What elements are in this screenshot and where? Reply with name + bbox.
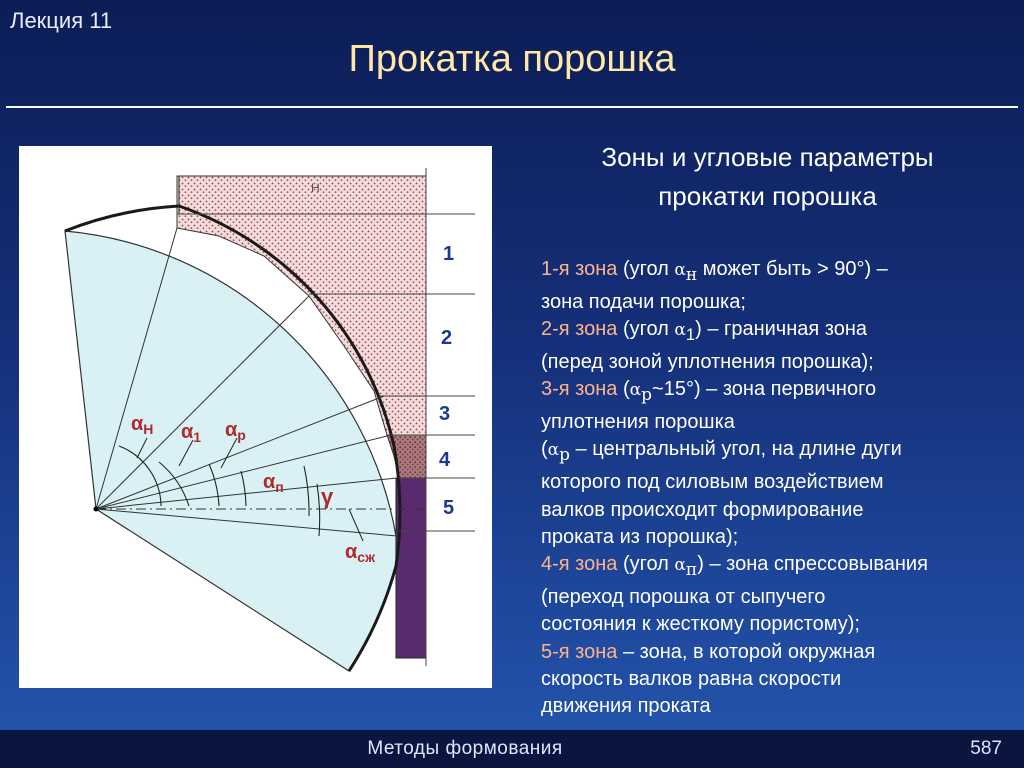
zone1-line: 1-я зона (угол $\alpha_н$ может быть > 90°) –: [541, 258, 888, 285]
roll-center: [94, 507, 99, 512]
zones-description: [541, 256, 1016, 720]
svg-text:αп: $\alpha_п$: [263, 471, 284, 495]
zone3-line: 3-я зона $(\alpha_р\sim 15^\circ)$ – зона первичного: [541, 377, 877, 405]
diagram-svg: [19, 146, 492, 688]
zone-number-4: 4: [439, 449, 451, 471]
svg-text:αр: $\alpha_р$: [225, 419, 246, 443]
slide-title: Прокатка порошка: [348, 38, 676, 80]
zone2-line: 2-я зона (угол $\alpha_1$) – граничная зона: [541, 318, 868, 345]
zone3-note-d: проката из порошка);: [541, 525, 739, 548]
svg-text:αH: $\alpha_H$: [131, 413, 154, 437]
svg-text:α1: $\alpha_1$: [181, 421, 202, 445]
zone4-line: 4-я зона (угол $\alpha_п$) – зона спрессовывания: [541, 553, 928, 581]
zone5-line: 5-я зона – зона, в которой окружная: [541, 640, 876, 663]
panel-subtitle: [520, 138, 1015, 216]
zone-number-3: 3: [439, 403, 451, 425]
subtitle-line-1: Зоны и угловые параметры: [601, 142, 934, 172]
page-number: 587: [970, 738, 1002, 759]
height-label: H: [311, 181, 320, 195]
zone-number-5: 5: [443, 497, 455, 519]
lecture-label: Лекция 11: [10, 8, 113, 33]
zone1-cont: зона подачи порошка;: [541, 291, 746, 314]
zone3-cont: уплотнения порошка: [541, 411, 735, 434]
rolling-zones-diagram: [19, 146, 492, 688]
zone4-cont-b: состояния к жесткому пористому);: [541, 613, 860, 636]
zone5-cont: скорость валков равна скорости: [541, 667, 842, 690]
footer-course-title: Методы формования: [367, 738, 563, 759]
zone5-cont-b: движения проката: [541, 695, 711, 718]
zone4-cont: (переход порошка от сыпучего: [541, 586, 826, 609]
zone3-note: ($\alpha_р$ – центральный угол, на длине дуги: [541, 438, 902, 466]
zone-number-2: 2: [441, 327, 453, 349]
subtitle-line-2: прокатки порошка: [658, 181, 877, 211]
title-divider: [6, 106, 1018, 108]
zone3-note-b: которого под силовым воздействием: [541, 471, 884, 494]
zone3-note-c: валков происходит формирование: [541, 498, 864, 521]
zone2-cont: (перед зоной уплотнения порошка);: [541, 350, 874, 373]
zone-number-1: 1: [443, 243, 455, 265]
svg-text:γ: γ: [321, 484, 334, 509]
svg-text:αсж: $\alpha_{сж}$: [345, 541, 376, 565]
